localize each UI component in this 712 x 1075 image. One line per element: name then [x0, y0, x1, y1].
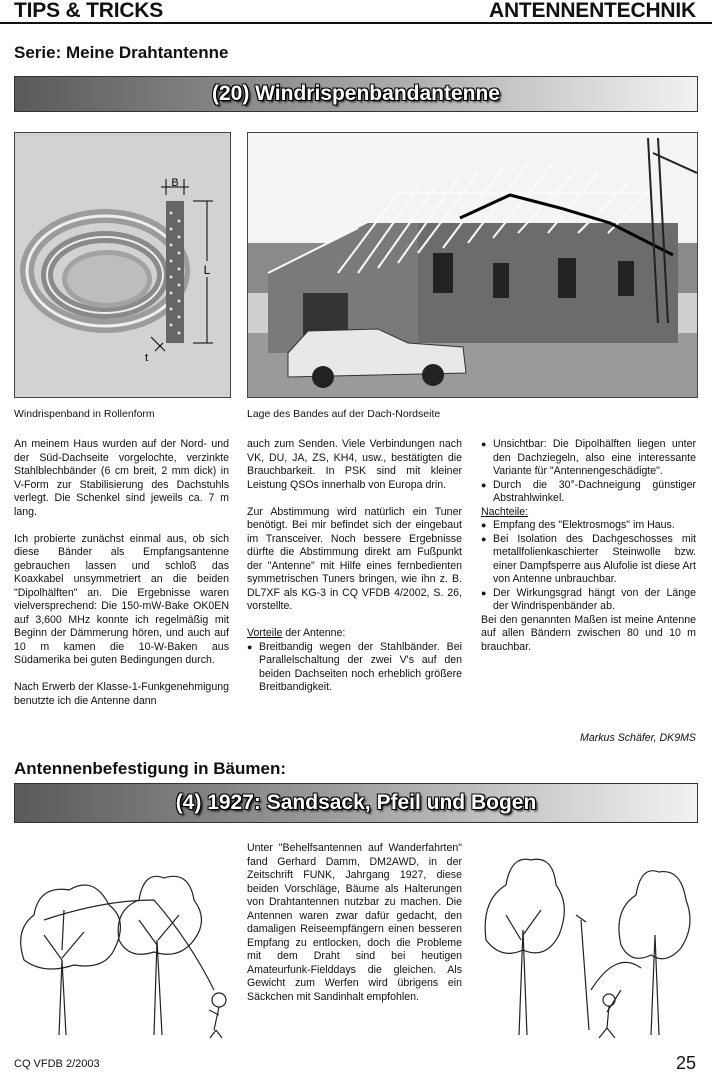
- dimension-label-b: B: [171, 177, 179, 189]
- tree-bow-arrow-illustration: [481, 840, 696, 1040]
- series-title: Serie: Meine Drahtantenne: [14, 43, 229, 62]
- page-number: 25: [675, 1053, 696, 1073]
- advantages-list: [247, 641, 462, 695]
- house-photo: [247, 132, 698, 398]
- advantages-label-rest: der Antenne:: [282, 627, 346, 639]
- tree-sandbag-illustration: [14, 840, 229, 1040]
- article-banner: [14, 783, 698, 823]
- article-banner-title: (20) Windrispenbandantenne: [211, 82, 500, 105]
- article-banner-title: (4) 1927: Sandsack, Pfeil und Bogen: [175, 791, 537, 814]
- advantages-label: Vorteile: [247, 627, 283, 639]
- dimension-label-l: L: [203, 263, 211, 277]
- article-banner: [14, 76, 698, 112]
- article-column-1: [14, 438, 229, 708]
- house-construction-illustration: [248, 133, 697, 397]
- paragraph: An meinem Haus wurden auf der Nord- und der Süd-Dachseite vorgelochte, verzinkte Stahlblechbänder (6 cm breit, 2 mm dick) in V-Form zur Stabilisierung des Dachstuhls verlegt. Die Schenkel sind jeweils ca. 7 m lang.: [14, 438, 229, 518]
- figure-caption: Lage des Bandes auf der Dach-Nordseite: [247, 408, 441, 420]
- closing-paragraph: Bei den genannten Maßen ist meine Antenne auf allen Bändern zwischen 80 und 10 m brauchbar.: [481, 613, 696, 653]
- list-item: ● Der Wirkungsgrad hängt von der Länge der Windrispenbänder ab.: [481, 587, 696, 614]
- list-item: ● Empfang des "Elektrosmogs" im Haus.: [481, 519, 696, 533]
- windrispenband-illustration: [15, 133, 230, 397]
- header-rule: [0, 22, 712, 24]
- advantages-heading: [247, 627, 462, 641]
- advantages-list-continued: [481, 438, 696, 506]
- disadvantages-list: [481, 519, 696, 614]
- paragraph: auch zum Senden. Viele Verbindungen nach VK, DU, JA, ZS, KH4, usw., bestätigten die Brauchbarkeit. In PSK sind mit kleiner Leistung QSOs innerhalb von Europa drin.: [247, 438, 462, 491]
- windrispenband-photo: [14, 132, 231, 398]
- figure-caption: Windrispenband in Rollenform: [14, 408, 155, 420]
- paragraph: Nach Erwerb der Klasse-1-Funkgenehmigung benutzte ich die Antenne dann: [14, 681, 229, 707]
- list-item: ● Breitbandig wegen der Stahlbänder. Bei Parallelschaltung der zwei V's auf den beiden Dachseiten noch erheblich größere Breitbandigkeit.: [247, 641, 462, 695]
- section-heading: Antennenbefestigung in Bäumen:: [14, 759, 286, 778]
- paragraph: Ich probierte zunächst einmal aus, ob sich diese Bänder als Empfangsantenne gebrauchen lassen und schloß das Koaxkabel unsymmetriert an die beiden "Dipolhälften" an. Die Ergebnisse waren vielversprechend: Die 150-mW-Bake OK0EN auf 3,600 MHz konnte ich regelmäßig mit Beginn der Dämmerung hören, und auch auf 10 m kamen die 10-W-Baken aus Südamerika bei guten Bedingungen durch.: [14, 532, 229, 666]
- list-item: ● Unsichtbar: Die Dipolhälften liegen unter den Dachziegeln, also eine interessante Variante für "Antennengeschädigte".: [481, 438, 696, 479]
- list-item: ● Bei Isolation des Dachgeschosses mit metallfolienkaschierter Steinwolle bzw. einer Dampfsperre aus Alufolie ist diese Art von Antenne unbrauchbar.: [481, 533, 696, 587]
- paragraph: Zur Abstimmung wird natürlich ein Tuner benötigt. Bei mir befindet sich der eingebaut im Transceiver. Noch bessere Ergebnisse dürfte die Abstimmung direkt am Fußpunkt der "Antenne" mit Hilfe eines fernbedienten symmetrischen Tuners bringen, wie ihn z. B. DL7XF als KG-3 in CQ VFDB 4/2002, S. 26, vorstellte.: [247, 505, 462, 612]
- section-title-right: ANTENNENTECHNIK: [488, 0, 696, 22]
- article-column-3: [481, 438, 696, 654]
- footer-issue: CQ VFDB 2/2003: [14, 1058, 100, 1070]
- dimension-label-t: t: [145, 352, 149, 364]
- list-item: ● Durch die 30°-Dachneigung günstiger Abstrahlwinkel.: [481, 479, 696, 506]
- article2-text: Unter "Behelfsantennen auf Wanderfahrten" fand Gerhard Damm, DM2AWD, in der Zeitschrift FUNK, Jahrgang 1927, diese beiden Vorschläge, Bäume als Halterungen von Drahtantennen nutzbar zu machen. Die Antennen waren zwar dafür gedacht, den damaligen Reiseempfängern einen besseren Empfang zu entlocken, doch die Probleme mit dem Draht sind bei heutigen Amateurfunk-Fielddays die gleichen. Als Gewicht zum Werfen wird übrigens ein Säckchen mit Sandinhalt empfohlen.: [247, 842, 462, 1003]
- author-byline: Markus Schäfer, DK9MS: [580, 732, 696, 744]
- section-title-left: TIPS & TRICKS: [14, 0, 164, 22]
- disadvantages-heading: Nachteile:: [481, 505, 529, 518]
- article-column-2: [247, 438, 462, 695]
